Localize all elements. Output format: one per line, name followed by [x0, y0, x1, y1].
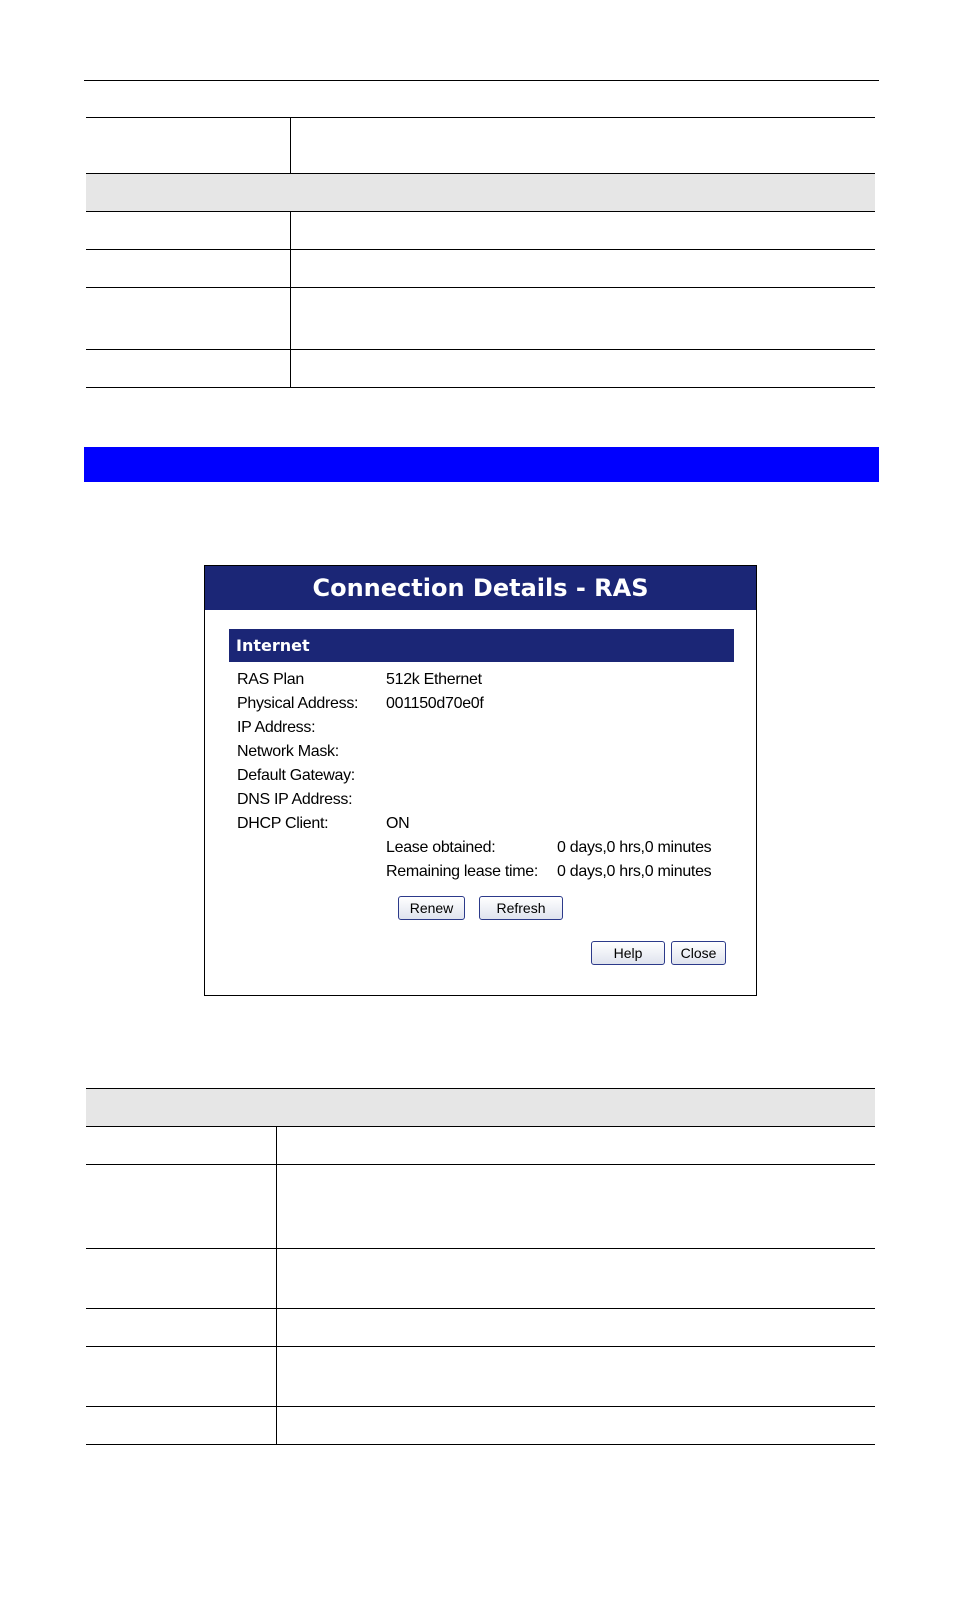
connection-details-dialog	[204, 565, 757, 996]
section-header-row	[86, 174, 875, 212]
lease-obtained-value: 0 days,0 hrs,0 minutes	[557, 839, 712, 856]
row-description	[276, 1407, 875, 1445]
upper-table	[86, 117, 875, 388]
row-label	[86, 1165, 276, 1249]
remaining-lease-value: 0 days,0 hrs,0 minutes	[557, 863, 712, 880]
row-description	[276, 1347, 875, 1407]
ras-plan-label: RAS Plan	[237, 671, 304, 688]
section-header	[86, 1089, 875, 1127]
physical-address-label: Physical Address:	[237, 695, 359, 712]
dhcp-client-value: ON	[386, 815, 410, 832]
row-label	[86, 1407, 276, 1445]
section-header-row	[86, 1089, 875, 1127]
table-row	[86, 1127, 875, 1165]
row-label	[86, 1309, 276, 1347]
row-description	[290, 350, 875, 388]
table-row	[86, 250, 875, 288]
table-row	[86, 1407, 875, 1445]
dns-ip-address-label: DNS IP Address:	[237, 791, 353, 808]
row-description	[276, 1249, 875, 1309]
remaining-lease-label: Remaining lease time:	[386, 863, 538, 880]
row-label	[86, 288, 290, 350]
help-button[interactable]: Help	[591, 941, 665, 965]
table-row	[86, 350, 875, 388]
section-heading-bar	[84, 447, 879, 482]
row-label	[86, 1249, 276, 1309]
network-mask-label: Network Mask:	[237, 743, 339, 760]
top-rule	[84, 80, 879, 81]
dialog-title: Connection Details - RAS	[205, 566, 756, 610]
table-row	[86, 1347, 875, 1407]
row-label	[86, 1347, 276, 1407]
row-description	[290, 212, 875, 250]
table-row	[86, 1249, 875, 1309]
row-label	[86, 212, 290, 250]
ras-plan-value: 512k Ethernet	[386, 671, 482, 688]
refresh-button[interactable]: Refresh	[479, 896, 563, 920]
physical-address-value: 001150d70e0f	[386, 695, 484, 712]
lease-obtained-label: Lease obtained:	[386, 839, 496, 856]
dhcp-client-label: DHCP Client:	[237, 815, 329, 832]
row-description	[276, 1309, 875, 1347]
row-label	[86, 350, 290, 388]
lower-table	[86, 1088, 875, 1445]
row-description	[290, 118, 875, 174]
row-description	[276, 1127, 875, 1165]
row-description	[290, 250, 875, 288]
row-description	[276, 1165, 875, 1249]
row-label	[86, 118, 290, 174]
ip-address-label: IP Address:	[237, 719, 316, 736]
default-gateway-label: Default Gateway:	[237, 767, 355, 784]
table-row	[86, 212, 875, 250]
internet-section-header: Internet	[229, 629, 734, 662]
table-row	[86, 1165, 875, 1249]
table-row	[86, 118, 875, 174]
table-row	[86, 1309, 875, 1347]
renew-button[interactable]: Renew	[398, 896, 465, 920]
row-description	[290, 288, 875, 350]
table-row	[86, 288, 875, 350]
close-button[interactable]: Close	[671, 941, 726, 965]
row-label	[86, 250, 290, 288]
row-label	[86, 1127, 276, 1165]
section-header	[86, 174, 875, 212]
